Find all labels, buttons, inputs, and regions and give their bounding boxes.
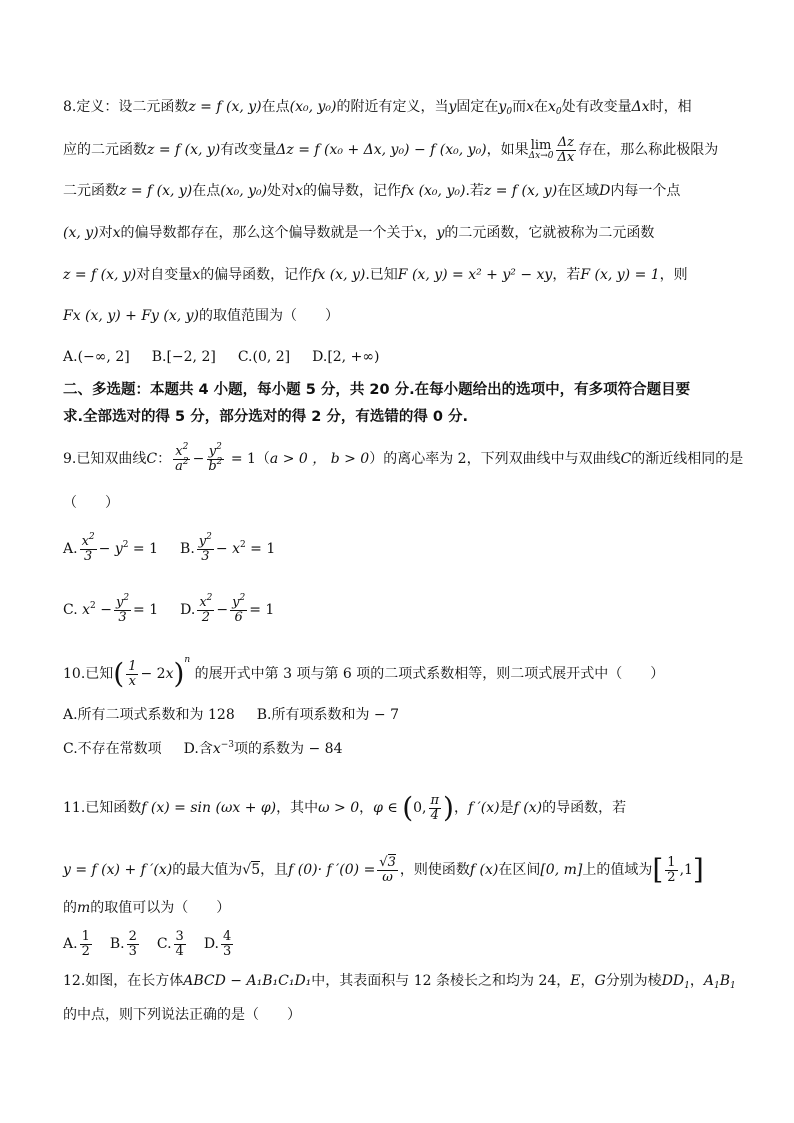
option-d[interactable]: D. $\frac{4}{3}$ [203,929,232,959]
q8-line-1 [63,99,692,117]
math-expr: z = f (x, y) [119,183,193,199]
q8-text: 应的二元函数 [63,142,147,159]
q8-text: 的偏导函数，记作 [200,267,313,283]
q11-text: 的导函数，若 [542,800,627,817]
math-expr: f (0)· f ′(0) = [288,862,376,879]
q11-text: 上的值域为 [582,862,653,879]
q10-text: 的展开式中第 3 项与第 6 项的二项式系数相等，则二项式展开式中（ ） [194,666,665,683]
q8-text: 的取值范围为（ ） [199,308,340,324]
q8-text: 处对 [267,183,296,199]
q11-line-1: 11.已知函数f (x) = sin (ωx + φ)，其中ω > 0，φ ∈ (0, $\frac{\pi}{4}$ )，f ′(x)是f (x)的导函数，若 [63,791,627,825]
q12-text: 分别为棱 [605,973,662,989]
q8-text: .若 [465,183,484,199]
option-b[interactable]: B.所有项系数和为 − 7 [256,707,400,723]
q12-text: 如图，在长方体 [85,973,184,989]
q8-line-5: z = f (x, y)对自变量x的偏导函数，记作fx (x, y).已知F (x, y) = x² + y² − xy，若F (x, y) = 1，则 [63,267,688,283]
q8-text: 有改变量 [220,142,277,159]
q9-text: ）的离心率为 2，下列双曲线中与双曲线 [369,451,621,468]
q10-text: 已知 [85,666,114,683]
q11-text: 的 [63,900,77,916]
q9-text: 的渐近线相同的是 [631,451,744,468]
fraction: $\frac{x^2}{a^2}$ [175,442,189,474]
q8-text: ，则 [659,267,688,283]
q11-line-3: 的m的取值可以为（ ） [63,900,231,916]
q11-text: 已知函数 [85,800,142,817]
q12-line-1: 12.如图，在长方体ABCD − A₁B₁C₁D₁中，其表面积与 12 条棱长之和均为 24，E，G分别为棱$DD_1$，$A_1B_1$ [63,973,736,991]
option-c[interactable]: C. $x^2$ − $\frac{y^2}{3}$ = 1 [63,593,159,625]
math-expr: (x₀, y₀) [220,183,268,199]
q8-text: 而 [512,99,527,115]
option-a[interactable]: A.所有二项式系数和为 128 [63,707,235,723]
math-expr: fx (x₀, y₀) [401,183,466,199]
math-expr: z = f (x, y) [147,142,221,159]
q12-text: ， [689,973,704,989]
q11-text: 的最大值为 [172,862,243,879]
q8-text: 固定在 [456,99,499,115]
math-expr: ABCD − A₁B₁C₁D₁ [183,973,312,989]
q11-text: ， [453,800,468,817]
question-number: 9. [63,451,77,468]
q8-text: 二元函数 [63,183,119,199]
q10-options-row-1 [63,708,399,722]
question-number: 11. [63,800,86,817]
question-number: 8. [63,99,77,115]
q8-text: 在 [533,99,548,115]
q12-line-2: 的中点，则下列说法正确的是（ ） [63,1007,301,1023]
math-expr: fx (x, y) [312,267,366,283]
q8-text: 内每一个点 [610,183,681,199]
math-expr: z = f (x, y) [63,267,137,283]
math-expr: F (x, y) = 1 [580,267,660,283]
q11-text: ，其中 [276,800,319,817]
option-a[interactable]: A.(−∞, 2] [63,349,130,365]
q11-text: ， [359,800,374,817]
math-expr: F (x, y) = x² + y² − xy [397,267,553,283]
math-expr: f (x) = sin (ωx + φ) [141,800,277,817]
math-var: $y_0$ [498,99,513,117]
q8-line-3: 二元函数z = f (x, y)在点(x₀, y₀)处对x的偏导数，记作fx (x₀, y₀).若z = f (x, y)在区域D内每一个点 [63,183,681,199]
q8-text: 对 [98,225,113,241]
q9-options-row-2 [63,593,275,625]
q11-text: 在区间 [498,862,541,879]
option-c[interactable]: C. $\frac{3}{4}$ [156,929,184,959]
math-expr: Fx (x, y) + Fy (x, y) [63,308,200,324]
question-number: 10. [63,666,86,683]
q8-text: 对自变量 [136,267,193,283]
q9-paren: （ ） [63,495,119,511]
section-header-line-1: 二、多选题：本题共 4 小题，每小题 5 分，共 20 分.在每小题给出的选项中，有多项符合题目要 [63,382,691,398]
math-expr: z = f (x, y) [188,99,262,115]
limit-expr: lim Δx→0 [528,138,554,162]
q8-text: 在点 [192,183,221,199]
option-b[interactable]: B. $\frac{y^2}{3}$ − $x^2 = 1$ [180,532,276,564]
q8-text: ，若 [552,267,581,283]
q8-text: 的二元函数，它就被称为二元函数 [444,225,655,241]
option-b[interactable]: B.[−2, 2] [151,349,216,365]
q8-text: 处有改变量 [561,99,632,115]
q8-text: 在区域 [557,183,600,199]
q11-text: ，且 [260,862,289,879]
option-a[interactable]: A. $\frac{1}{2}$ [63,929,90,959]
math-expr: (x₀, y₀) [289,99,337,115]
math-var: y [448,99,457,115]
q8-text: 存在，那么称此极限为 [578,142,719,159]
fraction: $\frac{\Delta z}{\Delta x}$ [557,135,575,165]
q11-text: 是 [499,800,514,817]
question-number: 12. [63,973,86,989]
q10-options-row-2 [63,742,343,756]
q11-text: ，则使函数 [399,862,470,879]
q8-line-6 [63,309,339,323]
math-expr: a > 0 ， b > 0 [269,451,370,468]
q9-line-1: 9.已知双曲线C： $\frac{x^2}{a^2}$ − $\frac{y^2}{b^2}$ = 1（a > 0 ， b > 0）的离心率为 2，下列双曲线中与双曲线C的渐近线相同的是 [63,442,744,474]
math-var: x [526,99,534,115]
option-b[interactable]: B. $\frac{2}{3}$ [109,929,137,959]
q9-options-row-1 [63,532,276,564]
option-d[interactable]: D. $\frac{x^2}{2}$ − $\frac{y^2}{6}$ = 1 [180,593,275,625]
math-expr: (x, y) [63,225,99,241]
option-a[interactable]: A. $\frac{x^2}{3}$ − $y^2 = 1$ [63,532,159,564]
option-c[interactable]: C.不存在常数项 [63,741,162,757]
q8-line-4: (x, y)对x的偏导数都存在，那么这个偏导数就是一个关于x，y的二元函数，它就被称为二元函数 [63,225,655,241]
q11-line-2: y = f (x) + f ′(x)的最大值为√5，且f (0)· f ′(0) = $\frac{√3}{\omega}$ ，则使函数f (x)在区间[0, m]上的值域为[ $\frac{1}{2}$ ,1] [63,853,704,887]
q9-text: 已知双曲线 [76,451,147,468]
q12-text: 中，其表面积与 12 条棱长之和均为 24， [311,973,571,989]
q8-text: 定义：设二元函数 [76,99,189,115]
q8-text: 的偏导数都存在，那么这个偏导数就是一个关于 [120,225,415,241]
option-c[interactable]: C.(0, 2] [237,349,291,365]
q8-text: 的偏导数，记作 [303,183,402,199]
math-var: Δx [631,99,650,115]
math-expr: ω > 0 [318,800,360,817]
math-expr: Δz = f (x₀ + Δx, y₀) − f (x₀, y₀) [276,142,487,159]
q11-text: 的取值可以为（ ） [90,900,231,916]
section-header-line-2: 求.全部选对的得 5 分，部分选对的得 2 分，有选错的得 0 分. [63,409,469,425]
fraction: $\frac{y^2}{b^2}$ [208,442,223,474]
q9-text: （ [255,451,270,468]
q10-line-1: 10.已知( $\frac{1}{x}$ − 2x)$^n$ 的展开式中第 3 项与第 6 项的二项式系数相等，则二项式展开式中（ ） [63,655,665,691]
option-d[interactable]: D.[2, +∞) [312,349,380,365]
q8-text: 的附近有定义，当 [336,99,449,115]
math-expr: y = f (x) + f ′(x) [63,862,173,879]
q8-options [63,350,379,364]
q8-text: .已知 [365,267,398,283]
math-expr: z = f (x, y) [483,183,558,199]
q8-text: ， [422,225,437,241]
q8-text: 时，相 [649,99,692,115]
option-d[interactable]: D.含$x^{-3}$项的系数为 − 84 [183,740,343,757]
q8-line-2 [63,136,718,164]
q8-text: 在点 [261,99,290,115]
q8-text: ，如果 [486,142,529,159]
math-var: $x_0$ [547,99,562,117]
q11-options [63,930,235,958]
q12-text: ， [580,973,595,989]
math-expr: [0, m] [540,862,583,879]
